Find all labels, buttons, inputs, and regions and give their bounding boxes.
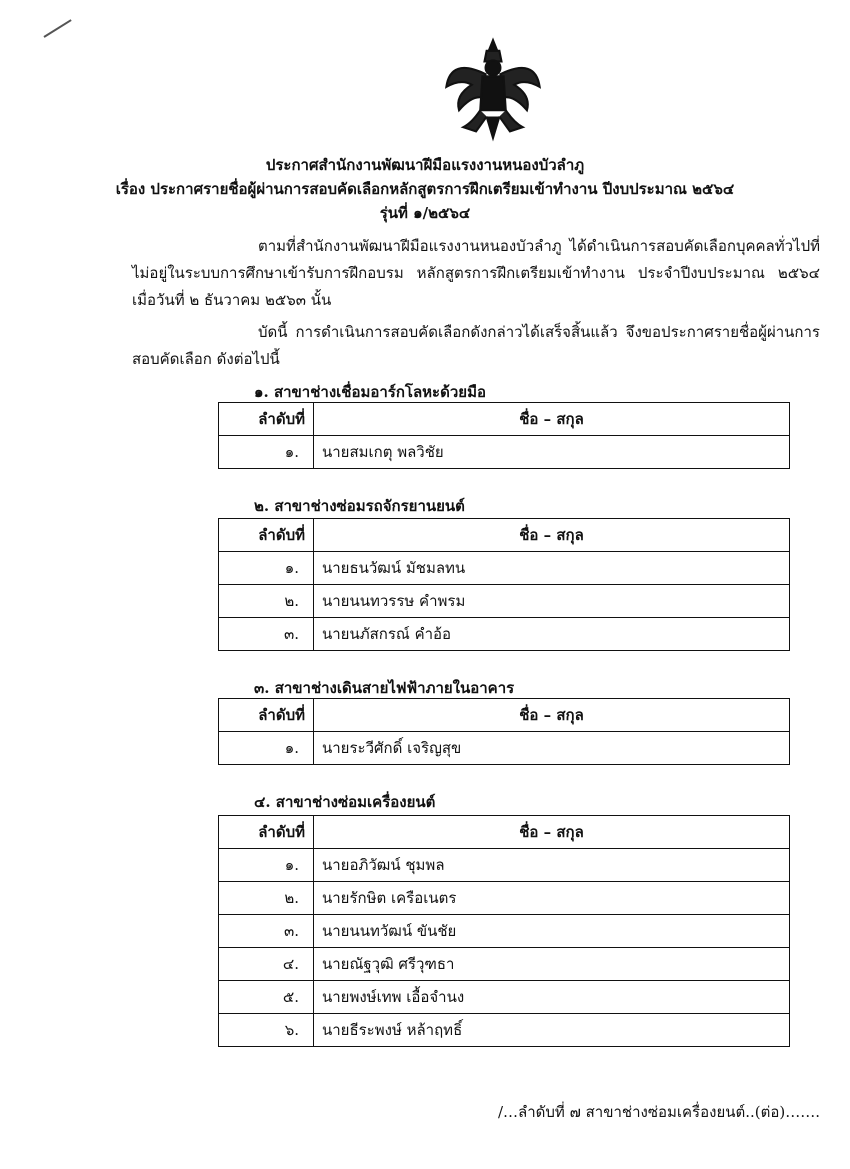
row-number: ๕. bbox=[219, 981, 314, 1014]
paragraph-1-text: ตามที่สำนักงานพัฒนาฝีมือแรงงานหนองบัวลำภู ได้ดำเนินการสอบคัดเลือกบุคคลทั่วไปที่ไม่อยู่ในระบบการศึกษาเข้ารับการฝึกอบรม หลักสูตรการฝึกเตรียมเข้าทำงาน ประจำปีงบประมาณ ๒๕๖๔ เมื่อวันที่ ๒ ธันวาคม ๒๕๖๓ นั้น bbox=[132, 237, 820, 309]
paragraph-announcement bbox=[132, 319, 820, 373]
section-title: ๓. สาขาช่างเดินสายไฟฟ้าภายในอาคาร bbox=[254, 679, 515, 697]
column-header-name: ชื่อ – สกุล bbox=[314, 816, 790, 849]
row-name: นายระวีศักดิ์ เจริญสุข bbox=[314, 732, 790, 765]
row-number: ๒. bbox=[219, 882, 314, 915]
section-title: ๒. สาขาช่างซ่อมรถจักรยานยนต์ bbox=[254, 497, 465, 515]
pen-mark bbox=[43, 19, 71, 38]
column-header-number: ลำดับที่ bbox=[219, 816, 314, 849]
announcement-batch: รุ่นที่ ๑/๒๕๖๔ bbox=[379, 204, 471, 222]
table-header-row bbox=[219, 519, 790, 552]
row-name: นายรักษิต เครือเนตร bbox=[314, 882, 790, 915]
column-header-name: ชื่อ – สกุล bbox=[314, 519, 790, 552]
paragraph-2-text: บัดนี้ การดำเนินการสอบคัดเลือกดังกล่าวได้เสร็จสิ้นแล้ว จึงขอประกาศรายชื่อผู้ผ่านการสอบคัดเลือก ดังต่อไปนี้ bbox=[132, 323, 820, 368]
table-row bbox=[219, 585, 790, 618]
table-header-row bbox=[219, 699, 790, 732]
row-name: นายธีระพงษ์ หล้าฤทธิ์ bbox=[314, 1014, 790, 1047]
table-row bbox=[219, 915, 790, 948]
results-table bbox=[218, 402, 790, 469]
column-header-number: ลำดับที่ bbox=[219, 403, 314, 436]
row-name: นายณัฐวุฒิ ศรีวุฑธา bbox=[314, 948, 790, 981]
row-number: ๓. bbox=[219, 915, 314, 948]
row-number: ๔. bbox=[219, 948, 314, 981]
row-number: ๑. bbox=[219, 732, 314, 765]
results-table bbox=[218, 698, 790, 765]
announcement-subject: เรื่อง ประกาศรายชื่อผู้ผ่านการสอบคัดเลือกหลักสูตรการฝึกเตรียมเข้าทำงาน ปีงบประมาณ ๒๕๖๔ bbox=[115, 180, 735, 198]
continuation-note: /…ลำดับที่ ๗ สาขาช่างซ่อมเครื่องยนต์..(ต่อ)……. bbox=[498, 1103, 820, 1121]
row-number: ๑. bbox=[219, 849, 314, 882]
row-name: นายสมเกตุ พลวิชัย bbox=[314, 436, 790, 469]
table-row bbox=[219, 618, 790, 651]
paragraph-background bbox=[132, 233, 820, 314]
row-name: นายนนทวัฒน์ ขันชัย bbox=[314, 915, 790, 948]
row-name: นายพงษ์เทพ เอื้อจำนง bbox=[314, 981, 790, 1014]
results-table bbox=[218, 815, 790, 1047]
row-number: ๒. bbox=[219, 585, 314, 618]
section-title: ๔. สาขาช่างซ่อมเครื่องยนต์ bbox=[254, 793, 436, 811]
announcement-title: ประกาศสำนักงานพัฒนาฝีมือแรงงานหนองบัวลำภู bbox=[265, 156, 585, 174]
row-name: นายนนทวรรษ คำพรม bbox=[314, 585, 790, 618]
table-header-row bbox=[219, 816, 790, 849]
table-header-row bbox=[219, 403, 790, 436]
section-title: ๑. สาขาช่างเชื่อมอาร์กโลหะด้วยมือ bbox=[254, 383, 486, 401]
column-header-number: ลำดับที่ bbox=[219, 519, 314, 552]
table-row bbox=[219, 1014, 790, 1047]
table-row bbox=[219, 436, 790, 469]
row-number: ๑. bbox=[219, 436, 314, 469]
results-table bbox=[218, 518, 790, 651]
garuda-emblem-icon bbox=[440, 36, 546, 142]
row-number: ๖. bbox=[219, 1014, 314, 1047]
table-row bbox=[219, 552, 790, 585]
row-name: นายธนวัฒน์ มัชมลทน bbox=[314, 552, 790, 585]
row-name: นายนภัสกรณ์ คำอ้อ bbox=[314, 618, 790, 651]
column-header-name: ชื่อ – สกุล bbox=[314, 699, 790, 732]
table-row bbox=[219, 981, 790, 1014]
row-number: ๓. bbox=[219, 618, 314, 651]
column-header-name: ชื่อ – สกุล bbox=[314, 403, 790, 436]
column-header-number: ลำดับที่ bbox=[219, 699, 314, 732]
table-row bbox=[219, 882, 790, 915]
table-row bbox=[219, 849, 790, 882]
table-row bbox=[219, 732, 790, 765]
row-number: ๑. bbox=[219, 552, 314, 585]
table-row bbox=[219, 948, 790, 981]
row-name: นายอภิวัฒน์ ชุมพล bbox=[314, 849, 790, 882]
